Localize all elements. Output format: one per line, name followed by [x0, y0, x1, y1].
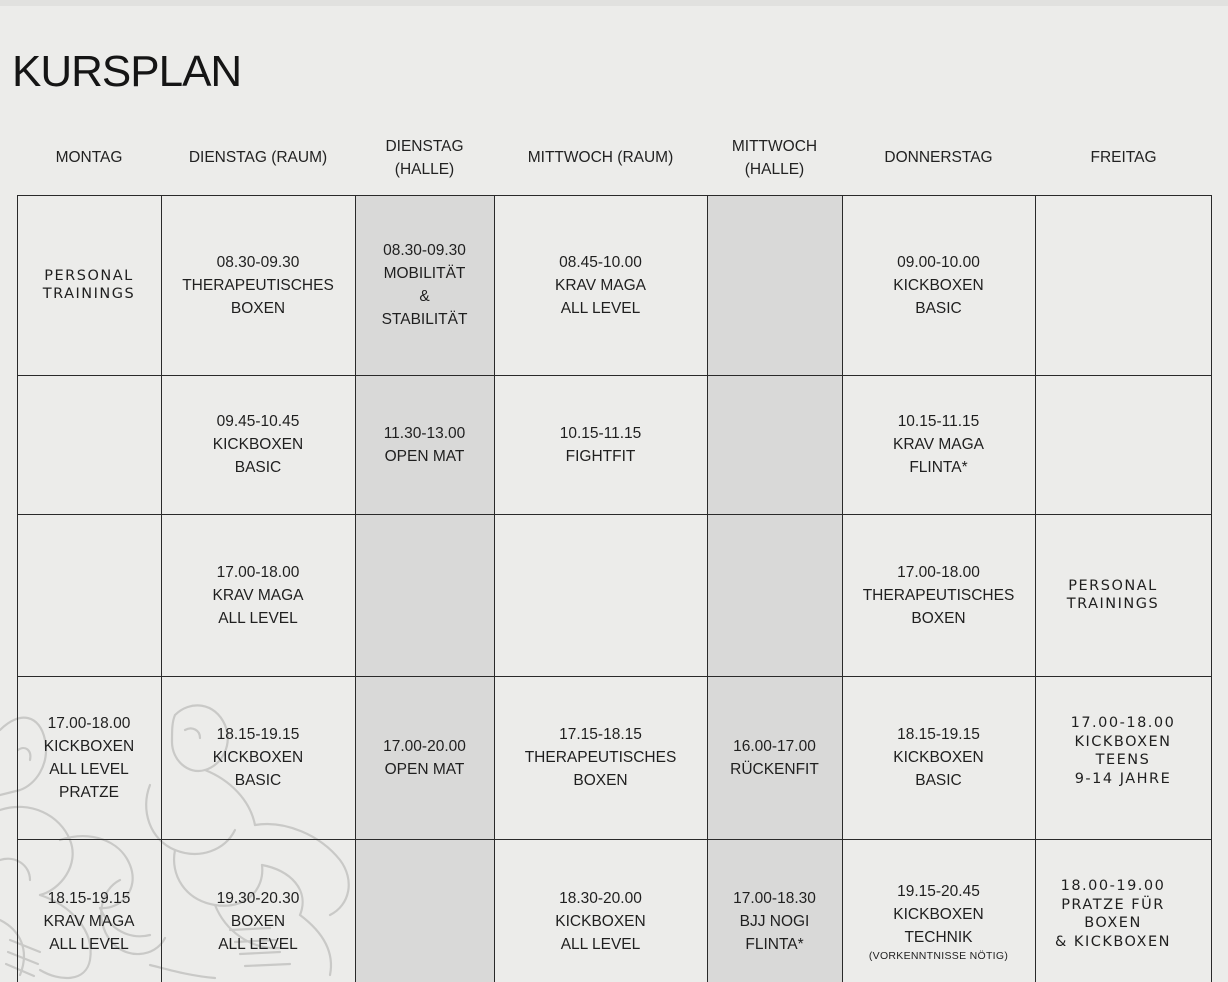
- header-dienstag-raum: DIENSTAG (RAUM): [188, 149, 328, 166]
- class-cell: 17.00-18.00 KICKBOXEN TEENS 9-14 JAHRE: [1070, 715, 1176, 787]
- class-cell: 19.30-20.30 BOXEN ALL LEVEL: [216, 889, 300, 953]
- class-cell: 18.30-20.00 KICKBOXEN ALL LEVEL: [555, 889, 646, 953]
- class-cell: 17.00-18.00 KRAV MAGA ALL LEVEL: [212, 563, 304, 627]
- class-cell-text: 19.15-20.45 KICKBOXEN TECHNIK: [893, 882, 984, 946]
- header-donnerstag: DONNERSTAG: [884, 149, 993, 166]
- page-title: KURSPLAN: [12, 47, 242, 96]
- class-cell: 17.00-20.00 OPEN MAT: [383, 737, 466, 778]
- header-freitag: FREITAG: [1090, 149, 1157, 166]
- class-cell: 18.15-19.15 KICKBOXEN BASIC: [893, 726, 984, 789]
- class-cell: 08.45-10.00 KRAV MAGA ALL LEVEL: [554, 253, 646, 317]
- weekday-header-row: [17, 120, 1212, 195]
- grid-line: [1211, 195, 1212, 982]
- top-strip: [0, 0, 1228, 6]
- header-dienstag-halle: DIENSTAG (HALLE): [385, 137, 464, 178]
- class-cell-note: (VORKENNTNISSE NÖTIG): [868, 949, 1009, 962]
- class-cell: PERSONAL TRAININGS: [42, 267, 136, 302]
- class-cell: 17.15-18.15 THERAPEUTISCHES BOXEN: [524, 726, 677, 789]
- class-cell: 09.45-10.45 KICKBOXEN BASIC: [212, 413, 304, 476]
- class-cell: 08.30-09.30 MOBILITÄT & STABILITÄT: [381, 242, 468, 328]
- class-cell: 17.00-18.00 KICKBOXEN ALL LEVEL PRATZE: [43, 714, 135, 801]
- header-mittwoch-halle: MITTWOCH (HALLE): [731, 137, 818, 178]
- class-cell: 10.15-11.15 KRAV MAGA FLINTA*: [892, 413, 984, 476]
- class-cell: 17.00-18.30 BJJ NOGI FLINTA*: [733, 889, 816, 953]
- class-cell: 16.00-17.00 RÜCKENFIT: [730, 737, 819, 778]
- class-cell-technik: [842, 839, 1035, 982]
- header-montag: MONTAG: [55, 149, 123, 166]
- header-mittwoch-raum: MITTWOCH (RAUM): [527, 149, 674, 166]
- schedule-grid: [17, 195, 1212, 982]
- class-cell: 18.15-19.15 KICKBOXEN BASIC: [212, 726, 304, 789]
- class-cell: 10.15-11.15 FIGHTFIT: [559, 424, 642, 465]
- class-cell: 18.00-19.00 PRATZE FÜR BOXEN & KICKBOXEN: [1055, 878, 1171, 950]
- class-cell: PERSONAL TRAININGS: [1066, 577, 1160, 612]
- class-cell: 08.30-09.30 THERAPEUTISCHES BOXEN: [182, 253, 334, 317]
- class-cell: 11.30-13.00 OPEN MAT: [383, 424, 466, 465]
- class-cell: 09.00-10.00 KICKBOXEN BASIC: [893, 253, 984, 317]
- class-cell: 17.00-18.00 THERAPEUTISCHES BOXEN: [862, 563, 1015, 627]
- class-cell: 18.15-19.15 KRAV MAGA ALL LEVEL: [43, 889, 135, 953]
